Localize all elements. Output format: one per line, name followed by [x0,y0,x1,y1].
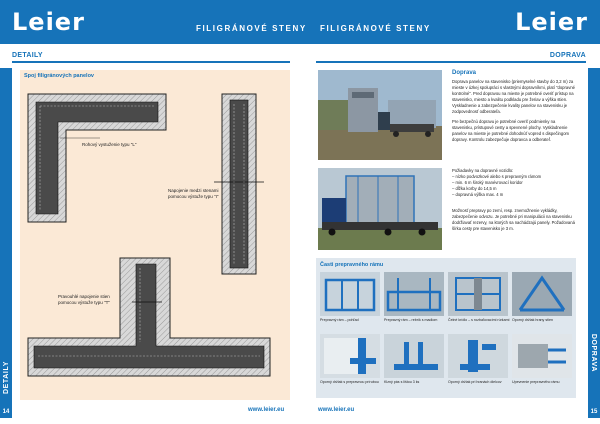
header-bar [0,0,600,44]
part-thumb-8 [512,334,572,378]
part-caption-6: Klzný pás s lištou 3 ks [384,380,420,384]
doprava-paragraph-4: Možnosť prepravy po zemí, resp. znemožnenie vykládky, zabezpečenie odvozu. Je potrebné pri manipulácii na stavenisku dodržiavať rezervy, na ktorých sa nachádzajú panely. Požadovaná šírka cesty pre stavenisko je 3 m. [452,208,575,232]
part-thumb-2 [384,272,444,316]
joint-technical-drawing [20,80,290,398]
transport-photo-site [318,70,442,160]
part-thumb-5 [320,334,380,378]
page-number-left: 14 [0,406,12,418]
parts-title: Časti prepravného rámu [320,262,384,268]
section-rule-right [316,61,586,63]
t-joint [28,258,270,376]
leier-logo-right: Leier [515,8,588,36]
part-thumb-4 [512,272,572,316]
doprava-paragraph-1: Doprava panelov na stavenisko (priemyselné stavby do 3,2 m) za mieste v úzkej spolupráci s vlastnými dopravníkmi, platí "dopravné kontrolné". Pred dopravou na mieste je potrebné overiť prístup na stavenisko, miesto a kvalitu podkladu pre žeriav a výška stien. Vyskladnenie a zabezpečenie kvality panelov na stavenisku je zodpovednosť odberateľa. [452,79,575,115]
i-straight-joint [214,94,264,274]
part-caption-8: Upevnenie prepravného rámu [512,380,560,384]
side-label-left: DETAILY [3,361,10,394]
part-caption-3: Čelné krídlo – s rozbaľovacími rúrkami [448,318,510,322]
part-caption-2: Prepravný rám – rebrík s madlom [384,318,438,322]
part-caption-5: Oporný držiak s prepravnou prírubou [320,380,379,384]
header-title-left: FILIGRÁNOVÉ STENY [196,24,307,33]
section-label-doprava: DOPRAVA [549,52,586,59]
part-thumb-3 [448,272,508,316]
leier-logo-left: Leier [12,8,85,36]
part-thumb-7 [448,334,508,378]
caption-t-joint: Pravouhlé napojenie stien pomocou výstuže typu "T" [58,294,110,305]
part-thumb-6 [384,334,444,378]
part-caption-4: Oporný držiak hrany stien [512,318,553,322]
l-corner-joint [28,94,166,222]
page-number-right: 15 [588,406,600,418]
caption-i-joint: Napojenie medzi stenami pomocou výstuže typu "I" [168,188,219,199]
header-title-right: FILIGRÁNOVÉ STENY [320,24,431,33]
doprava-paragraph-2: Pre bezpečnú dopravu je potrebné overiť podmienky na stavenisku, prístupové cesty a spevnené plochy. Vyskladnenie panelov na mieste je potrebné dohodnúť vopred s dispečingom dopravy. Kontrolu zabezpečuje dopravca a odberateľ. [452,119,570,143]
web-link-right[interactable]: www.leier.eu [318,407,355,413]
caption-l-corner: Rohový vystuženie typu "L" [82,142,137,147]
section-label-detaily: DETAILY [12,52,43,59]
web-link-left[interactable]: www.leier.eu [248,407,285,413]
section-rule-left [12,61,290,63]
side-bar-left [0,68,12,406]
doprava-title: Doprava [452,70,477,76]
panel-title-joints: Spoj filigránových panelov [24,73,94,79]
transport-photo-truck [318,168,442,250]
doprava-requirements: Požiadavky na dopravné vozidlo: – nízko podvozkové alebo s prepravným rámom – min. 6 m široký manévrovací koridor – dĺžka korby do 14,5 m – dopravná výška max. 4 m [452,168,542,198]
side-label-right: DOPRAVA [590,333,597,372]
part-caption-7: Oporný držiak pri hranách dielcov [448,380,502,384]
part-thumb-1 [320,272,380,316]
part-caption-1: Prepravný rám – pohľad [320,318,359,322]
